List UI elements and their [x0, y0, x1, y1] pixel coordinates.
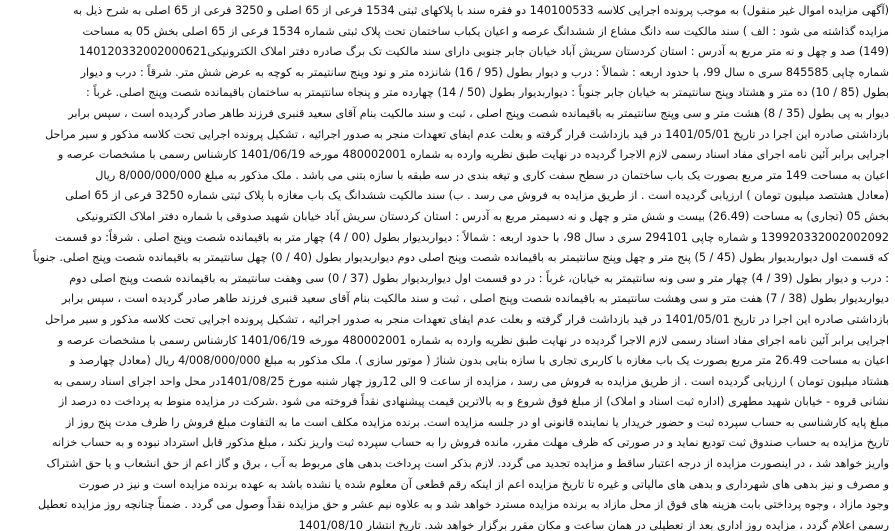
notice-line: هشتاد میلیون تومان ) ارزیابی گردیده است . از طریق مزایده به فروش می رسد ، مزایده از ساعت 9 الی 12روز چهار شنبه مورخ 1401/08/25در محل واحد اجرای اسناد رسمی به	[53, 374, 889, 388]
notice-line: بخش 05 (تجاری) به مساحت (26.49) بیست و شش متر و چهل و نه دسیمتر مربع به آدرس : استان کردستان سریش آباد خیابان شهید صدوقی با شماره دفتر املاک الکترونیکی	[76, 209, 889, 223]
notice-line: شماره چاپی 845585 سری ه سال 99، با حدود اربعه : شمالاً : درب و دیوار بطول (95 / 16) شانزده متر و نود وپنج سانتیمتر به کوچه به عرض شش متر. شرقاً : درب و دیوار	[80, 65, 889, 79]
notice-line: وجود مازاد ، وجوه پرداختی بابت هزینه های فوق از محل مازاد به برنده مزایده مسترد خواهد شد و به علاوه نیم عشر و حق مزایده نقداً وصول می گردد . ضمناً چنانچه روز مزایده تعطیل	[37, 498, 889, 512]
notice-line: اعیان به مساحت 149 متر مربع بصورت یک باب ساختمان در سطح سفت کاری و تیغه بندی در سه طبقه با سازه بتنی می باشد . ملک مذکور به مبلغ 8/000/000/000 ریال	[95, 168, 889, 182]
notice-line: اجرایی برابر آئین نامه اجرای مفاد اسناد رسمی لازم الاجرا گردیده در نهایت طبق نظریه وارده به شماره 480002001 مورخه 1401/06/19 کارشناس رسمی با مشخصات عرصه و	[57, 148, 889, 162]
notice-line: اعیان به مساحت 26.49 متر مربع بصورت یک باب مغازه با کاربری تجاری با سازه بنایی بدون شناژ ( موتور سازی ). ملک مذکور به مبلغ 4/008/000/000 ریال (معادل چهارصد و	[69, 354, 889, 368]
notice-line: مزایده گذاشته می شود : الف ) سند مالکیت سه دانگ مشاع از ششدانگ عرصه و اعیان یکباب ساختمان تحت پلاک ثبتی شماره 1534 فرعی از 65 اصلی بخش 05 به مساحت	[82, 24, 889, 38]
notice-line: بطول (85 / 10) ده متر و هشتاد وپنج سانتیمتر به خیابان جابر جنوباً : دیواربدیوار بطول (50 / 14) چهارده متر و پنجاه سانتیمتر به ساختمان باقیمانده شصت وپنج اصلی. غرباً :	[86, 86, 889, 100]
notice-line: دیواربدیوار بطول (38 / 7) هفت متر و سی وهشت سانتیمتر به باقیمانده شصت وپنج اصلی ، ثبت و سند مالکیت بنام آقای سعید قنبری فرزند طاهر صادر گردیده است ، سپس برابر	[61, 292, 889, 306]
notice-line: رسمی اعلام گردد ، مزایده روز اداری بعد از تعطیلی در همان ساعت و مکان مقرر برگزار خواهد شد. تاریخ انتشار 1401/08/10	[298, 518, 889, 531]
notice-line: 139920332002002092 و شماره چاپی 294101 سری د سال 98، با حدود اربعه : شمالاً : دیواربدیوار بطول (00 / 4) چهار متر به باقیمانده شصت وپنج اصلی . شرقاً: دو قسمت	[54, 230, 889, 244]
notice-line: (معادل هشتصد میلیون تومان ) ارزیابی گردیده است . از طریق مزایده به فروش می رسد . ب) سند مالکیت ششدانگ یک باب مغازه با پلاک ثبتی شماره 3250 فرعی از 65 اصلی	[65, 189, 889, 203]
notice-line: واریز خواهد شد ، در اینصورت مزایده از درجه اعتبار ساقط و مزایده تجدید می گردد. لازم بذکر است پرداخت بدهی های مربوط به آب ، برق و گاز اعم از حق انشعاب و یا حق اشتراک	[46, 457, 889, 471]
notice-line: بازداشتی صادره این اجرا در تاریخ 1401/05/01 در قید بازداشت قرار گرفته و بعلت عدم ایفای تعهدات منجر به صدور اجرائیه ، تشکیل پرونده اجرایی تحت کلاسه مذکور و سیر مراحل	[45, 312, 889, 326]
notice-line: مبلغ پایه کارشناسی به حساب سپرده ثبت و حضور خریدار یا نماینده قانونی او در جلسه مزایده است. برنده مزایده مکلف است ما به التفاوت مبلغ فروش را ظرف مدت پنج روز از	[65, 415, 889, 429]
notice-line: نشانی قروه - خیابان شهید مطهری (اداره ثبت اسناد و املاک) از مبلغ فوق شروع و به بالاترین قیمت پیشنهادی نقداً فروخته می شود .شرکت در مزایده منوط به پرداخت ده درصد از	[58, 395, 889, 409]
notice-line: که قسمت اول دیواربدیوار بطول (45 / 5) پنج متر و چهل وپنج سانتیمتر به باقیمانده شصت وپنج اصلی دوم دیواربدیوار بطول (40 / 0) چهل سانتیمتر به باقیمانده شصت وپنج اصلی. جنوباً	[33, 251, 889, 265]
notice-line: : درب و دیوار بطول (39 / 4) چهار متر و سی ونه سانتیمتر به خیابان، غرباً : در دو قسمت اول دیواربدیوار بطول (37 / 0) سی وهفت سانتیمتر به باقیمانده شصت وپنج اصلی دوم	[69, 271, 889, 285]
notice-line: تاریخ مزایده به حساب صندوق ثبت تودیع نماید و در صورتی که ظرف مهلت مقرر، مانده فروش را به حساب سپرده ثبت واریز نکند ، مبلغ مذکور قابل استرداد نبوده و به حساب خزانه	[52, 436, 889, 450]
notice-line: (آگهی مزایده اموال غیر منقول) به موجب پرونده اجرایی کلاسه 140100533 دو فقره سند با پلاکهای ثبتی 1534 فرعی از 65 اصلی و 3250 فرعی از 65 اصلی به شرح ذیل به	[73, 4, 889, 17]
notice-line: دیوار به پی بطول (35 / 8) هشت متر و سی وپنج سانتیمتر به باقیمانده شصت وپنج اصلی ، ثبت و سند مالکیت بنام آقای سعید قنبری فرزند طاهر صادر گردیده است ، سپس برابر	[68, 106, 889, 120]
notice-line: (149) صد و چهل و نه متر مربع به آدرس : استان کردستان سریش آباد خیابان جابر جنوبی دارای سند مالکیت تک برگ صادره دفتر املاک الکترونیکی140120332002000621	[79, 45, 889, 59]
notice-line: اجرایی برابر آئین نامه اجرای مفاد اسناد رسمی لازم الاجرا گردیده در نهایت طبق نظریه وارده به شماره 480002001 مورخه 1401/06/19 کارشناس رسمی با مشخصات عرصه و	[57, 333, 889, 347]
notice-line: بازداشتی صادره این اجرا در تاریخ 1401/05/01 در قید بازداشت قرار گرفته و بعلت عدم ایفای تعهدات منجر به صدور اجرائیه ، تشکیل پرونده اجرایی تحت کلاسه مذکور و سیر مراحل	[45, 127, 889, 141]
notice-line: و مصرف و نیز بدهی های شهرداری و بدهی های مالیاتی و غیره تا تاریخ مزایده اعم از اینکه رقم قطعی آن معلوم شده یا نشده باشد به عهده برنده مزایده است و نیز در صورت	[78, 477, 889, 491]
